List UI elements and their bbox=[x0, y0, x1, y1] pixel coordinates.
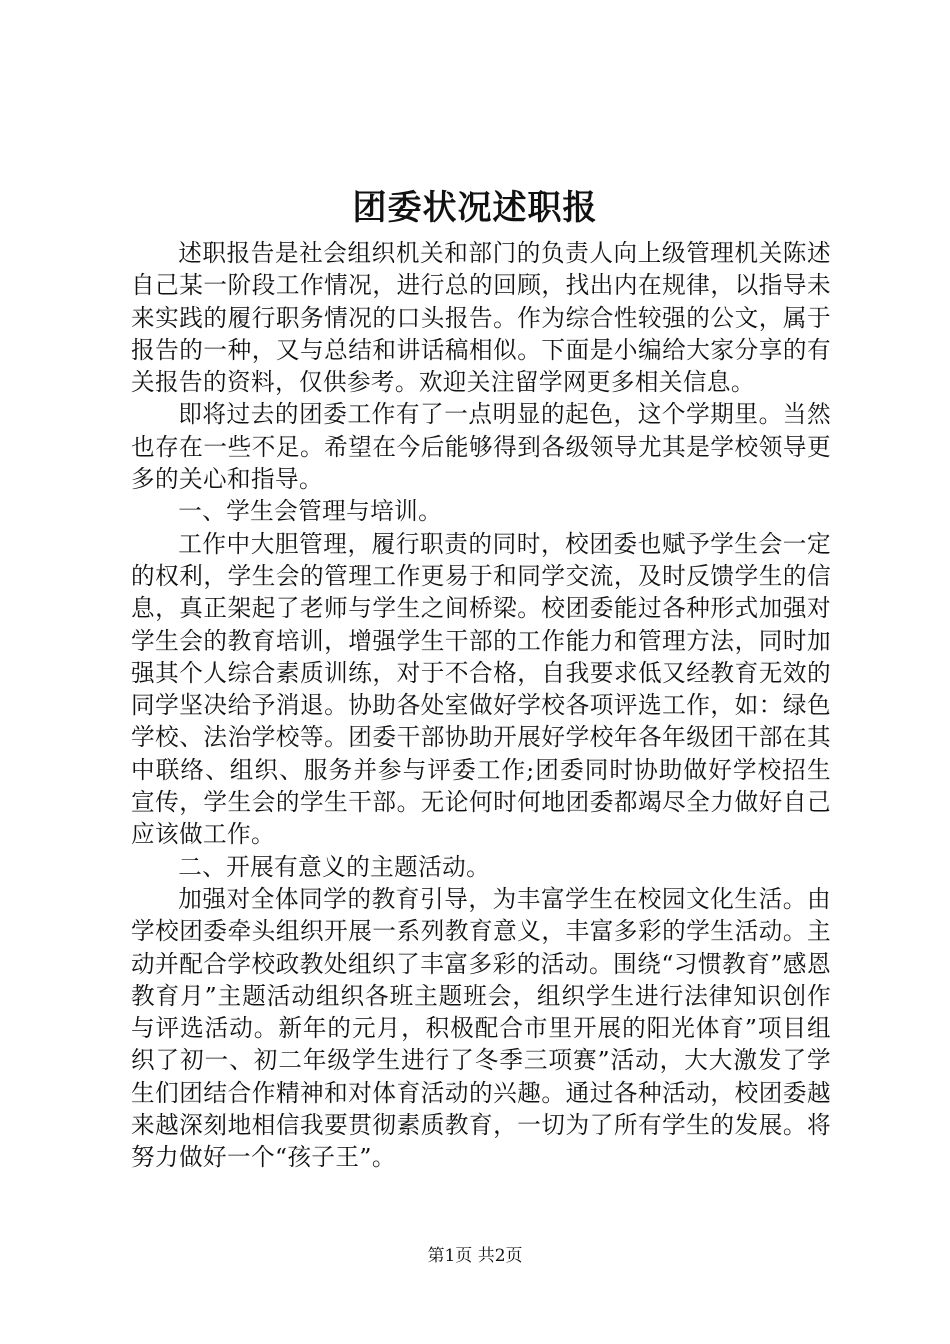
page-indicator: 第1页 共2页 bbox=[427, 1246, 523, 1266]
section-heading-2: 二、开展有意义的主题活动。 bbox=[178, 852, 491, 881]
paragraph-section-1: 工作中大胆管理，履行职责的同时，校团委也赋予学生会一定的权利，学生会的管理工作更易于和同学交流，及时反馈学生的信息，真正架起了老师与学生之间桥梁。校团委能过各种形式加强对学生会的教育培训，增强学生干部的工作能力和管理方法，同时加强其个人综合素质训练，对于不合格，自我要求低又经教育无效的同学坚决给予消退。协助各处室做好学校各项评选工作，如：绿色学校、法治学校等。团委干部协助开展好学校年各年级团干部在其中联络、组织、服务并参与评委工作;团委同时协助做好学校招生宣传，学生会的学生干部。无论何时何地团委都竭尽全力做好自己应该做工作。 bbox=[131, 529, 831, 849]
paragraph-overview: 即将过去的团委工作有了一点明显的起色，这个学期里。当然也存在一些不足。希望在今后能够得到各级领导尤其是学校领导更多的关心和指导。 bbox=[131, 400, 831, 494]
document-title: 团委状况述职报 bbox=[352, 188, 598, 228]
paragraph-intro: 述职报告是社会组织机关和部门的负责人向上级管理机关陈述自己某一阶段工作情况，进行总的回顾，找出内在规律，以指导未来实践的履行职务情况的口头报告。作为综合性较强的公文，属于报告的一种，又与总结和讲话稿相似。下面是小编给大家分享的有关报告的资料，仅供参考。欢迎关注留学网更多相关信息。 bbox=[131, 239, 831, 397]
page-footer bbox=[0, 1244, 950, 1268]
document-body bbox=[131, 237, 831, 1174]
paragraph-section-2: 加强对全体同学的教育引导，为丰富学生在校园文化生活。由学校团委牵头组织开展一系列教育意义，丰富多彩的学生活动。主动并配合学校政教处组织了丰富多彩的活动。围绕“习惯教育”感恩教育月”主题活动组织各班主题班会，组织学生进行法律知识创作与评选活动。新年的元月，积极配合市里开展的阳光体育”项目组织了初一、初二年级学生进行了冬季三项赛”活动，大大激发了学生们团结合作精神和对体育活动的兴趣。通过各种活动，校团委越来越深刻地相信我要贯彻素质教育，一切为了所有学生的发展。将努力做好一个“孩子王”。 bbox=[131, 884, 831, 1172]
section-heading-1: 一、学生会管理与培训。 bbox=[178, 497, 443, 526]
